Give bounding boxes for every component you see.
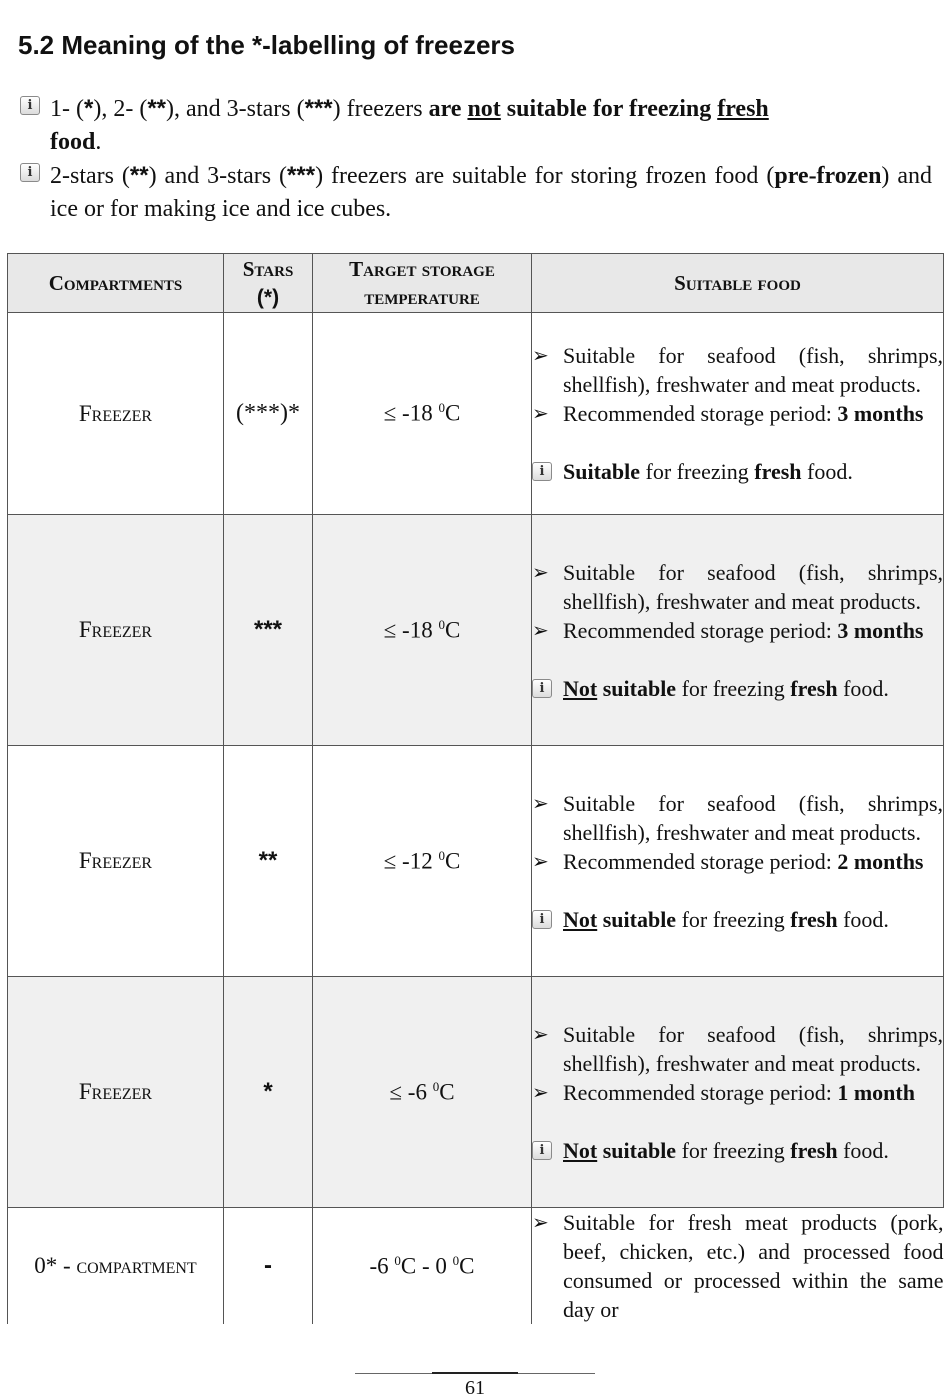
temperature-cell — [313, 1208, 532, 1325]
temp-value: C - 0 — [400, 1253, 453, 1279]
star-mark: ** — [147, 95, 166, 122]
temp-degree: 0 — [438, 400, 445, 416]
temp-value: ≤ -18 — [383, 400, 439, 426]
stars-value: * — [263, 1078, 273, 1105]
tip-text: for freezing — [676, 675, 791, 701]
footer-rule-accent — [432, 1372, 518, 1374]
tip-bold: fresh — [754, 459, 802, 484]
item-text: Recommended storage period: — [563, 617, 838, 643]
note-bold: are — [428, 96, 468, 122]
header-label: Compartments — [48, 271, 183, 295]
item-text: Recommended storage period: — [563, 401, 838, 426]
food-list — [532, 1020, 943, 1107]
item-bold: 1 month — [837, 1079, 915, 1105]
temp-degree: 0 — [432, 1078, 440, 1094]
header-label: Target storage — [349, 257, 495, 281]
tip — [532, 457, 943, 486]
temp-unit: C — [459, 1253, 475, 1279]
temp-degree: 0 — [452, 1252, 460, 1268]
item-bold: 3 months — [837, 617, 924, 643]
header-compartments — [8, 254, 224, 313]
stars-cell — [224, 515, 313, 746]
food-list — [532, 1208, 944, 1324]
item-text: Recommended storage period: — [563, 848, 838, 874]
tip-text: food. — [801, 459, 853, 484]
tip-bold: suitable — [597, 906, 677, 932]
header-label: Stars — [242, 256, 294, 281]
note-bold: suitable for freezing — [500, 96, 718, 122]
note-text: ), 2- ( — [93, 96, 148, 122]
tip-bold: fresh — [790, 675, 838, 701]
temp-value: ≤ -6 — [389, 1079, 433, 1105]
temp-degree: 0 — [438, 847, 445, 863]
info-icon: i — [532, 910, 552, 929]
header-stars — [224, 254, 313, 313]
info-icon: i — [532, 679, 552, 698]
tip-text: for freezing — [640, 459, 755, 484]
stars-value: *** — [253, 616, 283, 643]
star-labelling-table — [7, 253, 944, 1324]
compartment-cell: Freezer — [8, 515, 224, 746]
compartment-cell: Freezer — [8, 313, 224, 515]
note-bold: food — [50, 129, 96, 155]
info-icon: i — [20, 96, 40, 115]
food-list — [532, 558, 943, 645]
temp-unit: C — [444, 617, 461, 643]
stars-value: - — [264, 1252, 272, 1279]
table-row — [8, 313, 944, 515]
star-mark: ** — [129, 162, 149, 189]
item-bold: 2 months — [837, 848, 924, 874]
list-item: ➢ Suitable for seafood (fish, shrimps, shellfish), freshwater and meat products. — [532, 789, 943, 847]
stars-cell — [224, 313, 313, 515]
compartment-cell: Freezer — [8, 746, 224, 977]
info-icon: i — [532, 1141, 552, 1160]
list-item: ➢ Suitable for seafood (fish, shrimps, shellfish), freshwater and meat products. — [532, 341, 943, 399]
temp-degree: 0 — [394, 1252, 401, 1268]
temp-unit: C — [444, 400, 461, 426]
tip-bold: suitable — [597, 675, 677, 701]
table-header-row — [8, 254, 944, 313]
temp-value: -6 — [369, 1253, 395, 1279]
list-item — [532, 399, 943, 428]
section-heading: 5.2 Meaning of the *-labelling of freezers — [18, 30, 515, 60]
tip-underline: Not — [563, 906, 598, 932]
suitable-food-cell — [532, 313, 944, 515]
temperature-cell — [313, 515, 532, 746]
tip-bold: fresh — [790, 906, 838, 932]
star-mark: *** — [287, 162, 316, 189]
compartment-cell: Freezer — [8, 977, 224, 1208]
temperature-cell — [313, 977, 532, 1208]
header-label: Suitable food — [674, 271, 801, 295]
note-text: ) and 3-stars ( — [148, 163, 288, 189]
tip-text: for freezing — [676, 1137, 791, 1163]
note-text: 1- ( — [50, 96, 84, 122]
list-item — [532, 616, 943, 645]
note-not-suitable-fresh — [18, 92, 932, 159]
note-text: ) and ice or for making ice and ice cubes. — [50, 163, 933, 222]
suitable-food-cell — [532, 977, 944, 1208]
note-text: . — [95, 129, 102, 155]
food-list — [532, 341, 943, 428]
list-item — [532, 847, 943, 876]
stars-value: (***)* — [236, 400, 300, 426]
list-item — [532, 1078, 943, 1107]
table-row — [8, 977, 944, 1208]
tip-underline: Not — [563, 675, 598, 701]
tip — [532, 1136, 943, 1165]
table-row — [8, 746, 944, 977]
header-temperature — [313, 254, 532, 313]
temperature-cell — [313, 746, 532, 977]
tip-text: food. — [837, 675, 889, 701]
notes — [18, 92, 932, 226]
tip — [532, 905, 943, 934]
temp-value: ≤ -12 — [383, 848, 439, 874]
page-number: 61 — [465, 1377, 485, 1399]
note-underline: fresh — [717, 96, 769, 122]
note-text: ) freezers — [332, 96, 429, 122]
food-list — [532, 789, 943, 876]
stars-cell — [224, 1208, 313, 1325]
temp-value: ≤ -18 — [383, 617, 439, 643]
note-text: ), and 3-stars ( — [166, 96, 305, 122]
tip-bold: fresh — [790, 1137, 838, 1163]
note-text: ) freezers are suitable for storing frozen food ( — [315, 163, 775, 189]
temp-unit: C — [444, 848, 461, 874]
table-row — [8, 515, 944, 746]
tip-bold: Suitable — [563, 459, 641, 484]
list-item: ➢ Suitable for seafood (fish, shrimps, shellfish), freshwater and meat products. — [532, 558, 943, 616]
header-label: (*) — [256, 285, 280, 309]
tip — [532, 674, 943, 703]
note-bold: pre-frozen — [774, 163, 882, 189]
tip-bold: suitable — [597, 1137, 677, 1163]
temperature-cell — [313, 313, 532, 515]
temp-degree: 0 — [438, 616, 445, 632]
tip-text: food. — [837, 1137, 889, 1163]
stars-cell — [224, 977, 313, 1208]
info-icon: i — [532, 462, 552, 481]
item-bold: 3 months — [837, 401, 924, 426]
suitable-food-cell — [532, 1208, 944, 1325]
star-mark: * — [83, 95, 94, 122]
tip-text: for freezing — [676, 906, 791, 932]
note-underline: not — [467, 96, 501, 122]
list-item: ➢ Suitable for fresh meat products (pork, beef, chicken, etc.) and processed food consumed or processed within the same day or — [532, 1208, 944, 1324]
header-label: temperature — [364, 285, 480, 309]
note-suitable-storing — [18, 159, 932, 226]
list-item: ➢ Suitable for seafood (fish, shrimps, shellfish), freshwater and meat products. — [532, 1020, 943, 1078]
star-mark: *** — [304, 95, 333, 122]
item-text: Recommended storage period: — [563, 1079, 838, 1105]
tip-underline: Not — [563, 1137, 598, 1163]
temp-unit: C — [439, 1079, 455, 1105]
compartment-cell: 0* - compartment — [8, 1208, 224, 1325]
stars-value: ** — [258, 847, 278, 874]
suitable-food-cell — [532, 515, 944, 746]
suitable-food-cell — [532, 746, 944, 977]
table-row — [8, 1208, 944, 1325]
header-suitable-food — [532, 254, 944, 313]
stars-cell — [224, 746, 313, 977]
tip-text: food. — [837, 906, 889, 932]
note-text: 2-stars ( — [50, 163, 130, 189]
info-icon: i — [20, 163, 40, 182]
